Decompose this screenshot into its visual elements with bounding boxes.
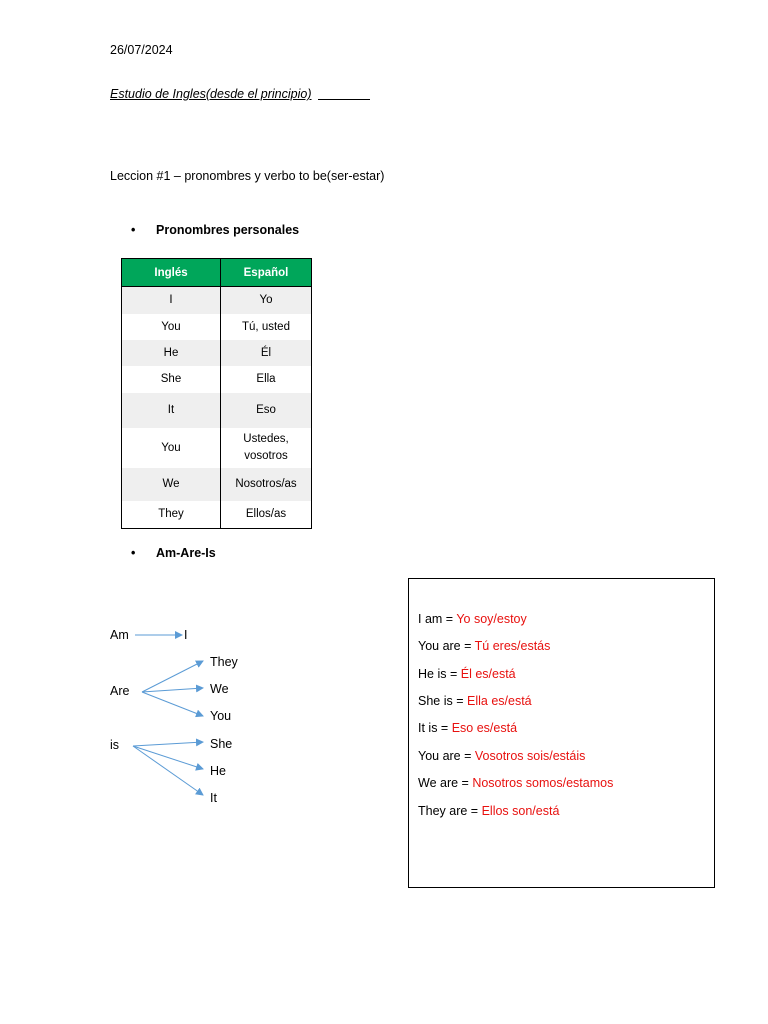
table-cell: He [122, 340, 221, 366]
lesson-title: Leccion #1 – pronombres y verbo to be(ser-estar) [110, 169, 385, 183]
diagram-are-target: They [210, 655, 238, 669]
table-cell: Yo [221, 287, 312, 314]
conjugation-spanish: Ellos son/está [481, 804, 560, 818]
verb-conjugation-box [408, 578, 715, 888]
conjugation-line [418, 804, 559, 818]
diagram-am-target: I [184, 628, 188, 642]
bullet-verbs [131, 546, 216, 560]
conjugation-line [418, 667, 516, 681]
bullet-dot-icon: • [131, 546, 136, 560]
conjugation-spanish: Ella es/está [467, 694, 532, 708]
arrow-is-he [133, 746, 203, 769]
table-row [122, 366, 312, 393]
arrow-are-we [142, 688, 203, 692]
bullet-verbs-label: Am-Are-Is [156, 546, 216, 560]
table-cell: You [122, 428, 221, 468]
conjugation-english: It is = [418, 721, 452, 735]
table-cell: Ellos/as [221, 501, 312, 529]
bullet-dot-icon: • [131, 223, 136, 237]
conjugation-line [418, 612, 527, 626]
conjugation-line [418, 721, 517, 735]
conjugation-line [418, 639, 550, 653]
table-row [122, 287, 312, 314]
conjugation-line [418, 776, 613, 790]
diagram-is: is [110, 738, 120, 752]
arrow-are-they [142, 661, 203, 692]
table-cell: Eso [221, 393, 312, 428]
table-header-spanish: Español [221, 259, 312, 287]
arrow-is-it [133, 746, 203, 795]
conjugation-spanish: Nosotros somos/estamos [472, 776, 614, 790]
conjugation-line [418, 694, 532, 708]
table-row [122, 428, 312, 468]
title-underline [318, 99, 370, 100]
table-cell: They [122, 501, 221, 529]
diagram-is-target: It [210, 791, 217, 805]
conjugation-english: He is = [418, 667, 461, 681]
diagram-is-target: She [210, 737, 233, 751]
document-date: 26/07/2024 [110, 43, 173, 57]
conjugation-line [418, 749, 585, 763]
document-title: Estudio de Ingles(desde el principio) [110, 87, 312, 101]
table-cell: You [122, 314, 221, 340]
diagram-are-target: We [210, 682, 229, 696]
conjugation-spanish: Tú eres/estás [474, 639, 551, 653]
table-cell: Él [221, 340, 312, 366]
conjugation-english: She is = [418, 694, 467, 708]
table-cell: Ella [221, 366, 312, 393]
table-row [122, 314, 312, 340]
conjugation-english: You are = [418, 749, 475, 763]
table-cell: She [122, 366, 221, 393]
table-row [122, 393, 312, 428]
conjugation-english: We are = [418, 776, 473, 790]
conjugation-english: They are = [418, 804, 482, 818]
diagram-are-target: You [210, 709, 232, 723]
table-row [122, 340, 312, 366]
table-cell: Ustedes, vosotros [221, 428, 312, 468]
diagram-are: Are [110, 684, 130, 698]
conjugation-english: You are = [418, 639, 475, 653]
diagram-is-target: He [210, 764, 226, 778]
table-cell: I [122, 287, 221, 314]
conjugation-spanish: Eso es/está [451, 721, 518, 735]
conjugation-spanish: Él es/está [460, 667, 516, 681]
table-cell: Nosotros/as [221, 468, 312, 501]
table-cell: Tú, usted [221, 314, 312, 340]
conjugation-spanish: Yo soy/estoy [456, 612, 527, 626]
arrow-are-you [142, 692, 203, 716]
bullet-pronouns [131, 223, 299, 237]
arrow-is-she [133, 742, 203, 746]
table-header-english: Inglés [122, 259, 221, 287]
conjugation-english: I am = [418, 612, 457, 626]
pronoun-table [121, 258, 312, 529]
table-cell: It [122, 393, 221, 428]
conjugation-spanish: Vosotros sois/estáis [474, 749, 586, 763]
diagram-am: Am [110, 628, 129, 642]
bullet-pronouns-label: Pronombres personales [156, 223, 300, 237]
table-header-row [122, 259, 312, 287]
table-row [122, 501, 312, 529]
table-row [122, 468, 312, 501]
table-cell: We [122, 468, 221, 501]
